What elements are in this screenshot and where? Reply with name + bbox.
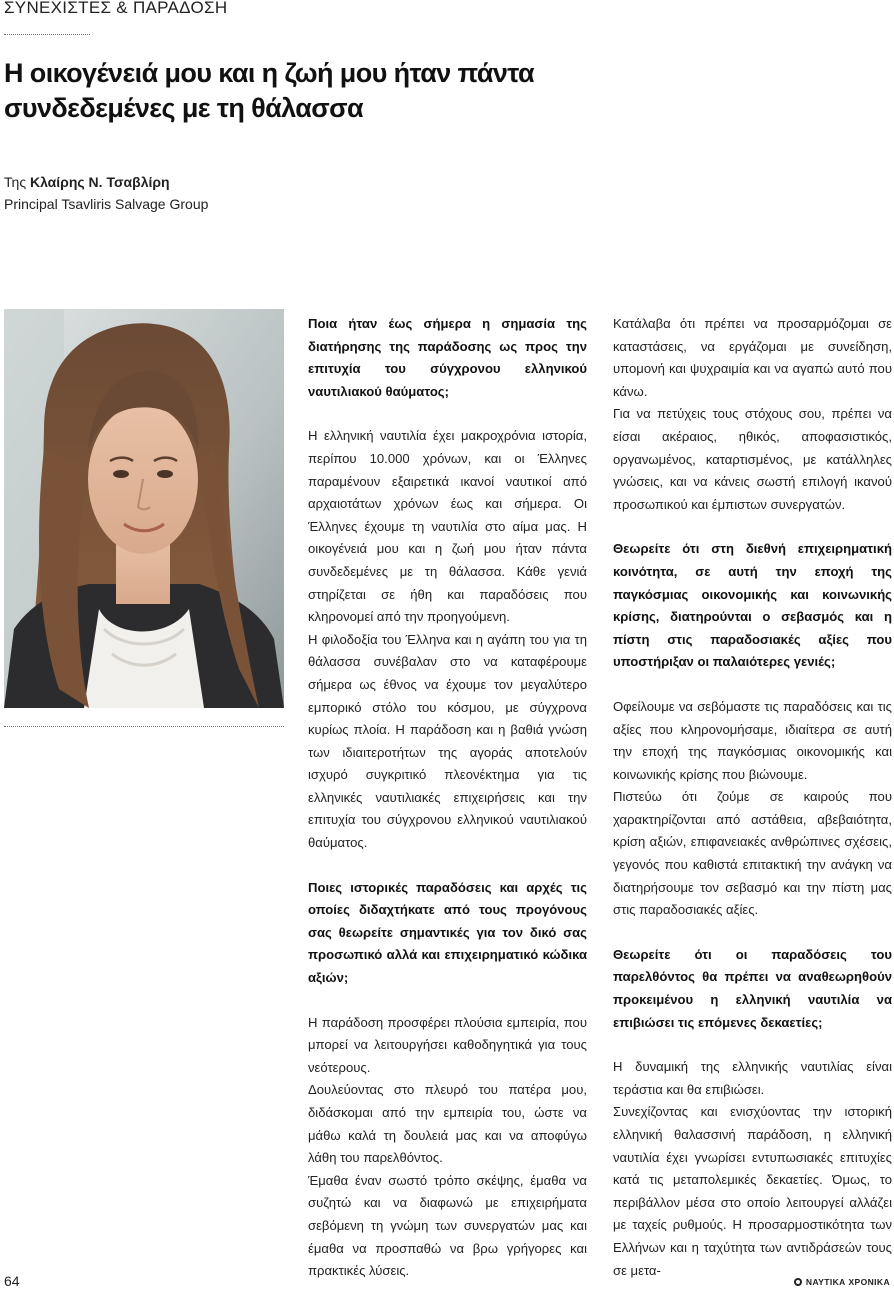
brand-logo-icon xyxy=(794,1278,802,1286)
answer-paragraph: Για να πετύχεις τους στόχους σου, πρέπει να είσαι ακέραιος, ηθικός, αποφασιστικός, οργανωμένος, καταρτισμένος, με κατάλληλες γνώσεις, και να κάνεις σωστή επιλογή ικανού προσωπικού και έμπιστων συνεργατών. xyxy=(613,406,892,512)
section-divider xyxy=(4,34,90,35)
answer-paragraph: Οφείλουμε να σεβόμαστε τις παραδόσεις και τις αξίες που κληρονομήσαμε, ιδιαίτερα σε αυτή την εποχή της παγκόσμιας οικονομικής και κοινωνικής κρίσης που βιώνουμε. xyxy=(613,698,892,782)
section-label: ΣΥΝΕΧΙΣΤΕΣ & ΠΑΡΑΔΟΣΗ xyxy=(4,0,228,17)
answer-paragraph: Έμαθα έναν σωστό τρόπο σκέψης, έμαθα να συζητώ και να διαφωνώ με επιχειρήματα σεβόμενη τη γνώμη των συνεργατών μας και έμαθα να προσπαθώ να βρω γρήγορες και πρακτικές λύσεις. xyxy=(308,1172,587,1279)
question-4: Θεωρείτε ότι οι παραδόσεις του παρελθόντος θα πρέπει να αναθεωρηθούν προκειμένου η ελληνική ναυτιλία να επιβιώσει τις επόμενες δεκαετίες; xyxy=(613,946,892,1030)
answer-paragraph: Συνεχίζοντας και ενισχύοντας την ιστορική ελληνική θαλασσινή παράδοση, η ελληνική ναυτιλία έχει γνωρίσει εντυπωσιακές επιτυχίες κατά τις μεταπολεμικές δεκαετίες. Όμως, το περιβάλλον μέσα στο οποίο λειτουργεί αλλάζει με ταχείς ρυθμούς. Η προσαρμοστικότητα των Ελλήνων και η ταχύτητα των αντιδράσεών τους σε μετα- xyxy=(613,1104,892,1278)
answer-paragraph: Η ελληνική ναυτιλία έχει μακροχρόνια ιστορία, περίπου 10.000 χρόνων, και οι Έλληνες παραμένουν εξαιρετικά ικανοί ναυτικοί από αρχαιοτάτων χρόνων έως και σήμερα. Οι Έλληνες έχουμε τη ναυτιλία στο αίμα μας. Η οικογένειά μου και η ζωή μου ήταν πάντα συνδεδεμένες με τη θάλασσα. Κάθε γενιά στηρίζεται σε ήθη και παραδόσεις που κληρονομεί από την προηγούμενη. xyxy=(308,428,587,625)
author-name: Κλαίρης Ν. Τσαβλίρη xyxy=(29,174,170,190)
photo-divider xyxy=(4,726,284,727)
author-line xyxy=(4,171,208,193)
footer-brand xyxy=(794,1277,890,1287)
answer-paragraph: Η φιλοδοξία του Έλληνα και η αγάπη του για τη θάλασσα συνέβαλαν στο να καταφέρουμε σήμερα ως έθνος να έχουμε τον μεγαλύτερο εμπορικό στόλο του κόσμου, με σύγχρονα κυρίως πλοία. Η παράδοση και η βαθιά γνώση των ιδιαιτεροτήτων της αγοράς αποτελούν ισχυρό συγκριτικό πλεονέκτημα για τις ελληνικές ναυτιλιακές επιχειρήσεις και την επιτυχία του σύγχρονου ελληνικού ναυτιλιακού θαύματος. xyxy=(308,631,587,851)
answer-paragraph: Κατάλαβα ότι πρέπει να προσαρμόζομαι σε καταστάσεις, να εργάζομαι με συνείδηση, υπομονή και ψυχραιμία και να αγαπώ αυτό που κάνω. xyxy=(613,316,892,399)
portrait-illustration xyxy=(4,309,284,708)
author-prefix: Της xyxy=(4,174,30,190)
page-number: 64 xyxy=(4,1273,20,1289)
author-role: Principal Tsavliris Salvage Group xyxy=(4,196,209,212)
question-3: Θεωρείτε ότι στη διεθνή επιχειρηματική κοινότητα, σε αυτή την εποχή της παγκόσμιας οικονομικής και κοινωνικής κρίσης, διατηρούνται ο σεβασμός και η πίστη στις παραδοσιακές αξίες που υποστήριξαν οι παλαιότερες γενιές; xyxy=(613,541,892,670)
answer-paragraph: Δουλεύοντας στο πλευρό του πατέρα μου, διδάσκομαι από την εμπειρία του, ώστε να μάθω καλά τη δουλειά μας και να αποφύγω λάθη του παρελθόντος. xyxy=(308,1082,587,1166)
brand-name: ΝΑΥΤΙΚΑ ΧΡΟΝΙΚΑ xyxy=(805,1277,890,1287)
article-column-1 xyxy=(308,313,587,1283)
article-title: Η οικογένειά μου και η ζωή μου ήταν πάντα συνδεδεμένες με τη θάλασσα xyxy=(4,58,534,123)
answer-paragraph: Η παράδοση προσφέρει πλούσια εμπειρία, που μπορεί να λειτουργήσει καθοδηγητικά για τους νεότερους. xyxy=(308,1014,587,1075)
author-portrait xyxy=(4,309,284,708)
question-2: Ποιες ιστορικές παραδόσεις και αρχές τις οποίες διδαχτήκατε από τους προγόνους σας θεωρείτε σημαντικές για τον δικό σας προσωπικό αλλά και επιχειρηματικό κώδικα αξιών; xyxy=(308,879,587,986)
answer-paragraph: Η δυναμική της ελληνικής ναυτιλίας είναι τεράστια και θα επιβιώσει. xyxy=(613,1059,892,1097)
byline xyxy=(4,171,208,215)
article-column-2 xyxy=(613,313,892,1282)
answer-paragraph: Πιστεύω ότι ζούμε σε καιρούς που χαρακτηρίζονται από αστάθεια, αβεβαιότητα, κρίση αξιών, επιφανειακές ανθρώπινες σχέσεις, γεγονός που καθιστά επιτακτική την ανάγκη να διατηρήσουμε τον σεβασμό και την πίστη μας στις παραδοσιακές αξίες. xyxy=(613,789,892,918)
question-1: Ποια ήταν έως σήμερα η σημασία της διατήρησης της παράδοσης ως προς την επιτυχία του σύγχρονου ελληνικού ναυτιλιακού θαύματος; xyxy=(308,316,587,399)
